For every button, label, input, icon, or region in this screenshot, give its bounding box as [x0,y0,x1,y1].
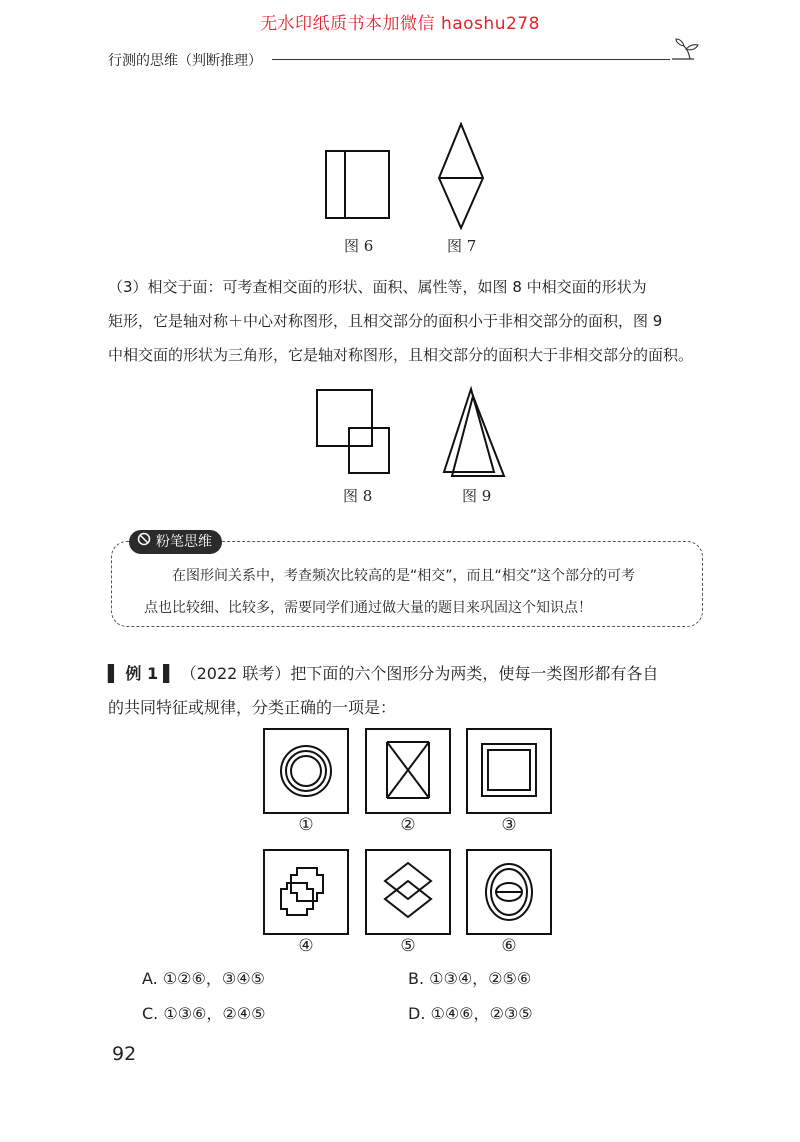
figure-8 [315,388,395,480]
callout-line: 点也比较细、比较多，需要同学们通过做大量的题目来巩固这个知识点！ [144,600,592,616]
option-figure-1 [263,728,349,814]
option-figure-5 [365,849,451,935]
figure-6 [325,150,391,224]
callout-tag [129,530,222,554]
running-header: 行测的思维（判断推理） [108,53,262,69]
figure-number: ⑥ [501,936,517,956]
figure-6-caption: 图 6 [344,237,374,255]
example-label: 例 1 [125,664,159,683]
page-number: 92 [112,1043,137,1065]
figure-7 [437,122,487,234]
example-bar-right: ▌ [163,664,176,683]
figure-9 [440,386,510,482]
paragraph-line: 矩形，它是轴对称＋中心对称图形，且相交部分的面积小于非相交部分的面积，图 9 [108,312,663,330]
option-figure-3 [466,728,552,814]
callout-text [144,560,684,624]
no-sign-icon [137,530,151,554]
body-paragraph [108,270,728,372]
example-bar-left: ▌ [108,664,121,683]
callout-tag-label: 粉笔思维 [156,534,212,550]
callout-line: 在图形间关系中，考查频次比较高的是“相交”，而且“相交”这个部分的可考 [172,568,636,584]
example-question [108,657,728,725]
figure-9-caption: 图 9 [462,487,492,505]
option-a: A. ①②⑥，③④⑤ [142,969,265,988]
option-b: B. ①③④，②⑤⑥ [408,969,532,988]
figure-number: ③ [501,815,517,835]
figure-number: ② [400,815,416,835]
figure-8-caption: 图 8 [343,487,373,505]
option-c: C. ①③⑥，②④⑤ [142,1004,266,1023]
figure-7-caption: 图 7 [447,237,477,255]
watermark-text: 无水印纸质书本加微信 haoshu278 [260,14,540,34]
option-figure-4 [263,849,349,935]
header-rule [272,59,670,60]
option-figure-6 [466,849,552,935]
paragraph-line: （3）相交于面：可考查相交面的形状、面积、属性等，如图 8 中相交面的形状为 [108,278,647,296]
option-d: D. ①④⑥，②③⑤ [408,1004,533,1023]
figure-number: ① [298,815,314,835]
figure-number: ⑤ [400,936,416,956]
option-figure-2 [365,728,451,814]
example-line: （2022 联考）把下面的六个图形分为两类，使每一类图形都有各自 [180,664,659,683]
example-line: 的共同特征或规律，分类正确的一项是： [108,698,397,717]
figure-number: ④ [298,936,314,956]
paragraph-line: 中相交面的形状为三角形，它是轴对称图形，且相交部分的面积大于非相交部分的面积。 [108,346,694,364]
sprout-icon [668,36,708,70]
